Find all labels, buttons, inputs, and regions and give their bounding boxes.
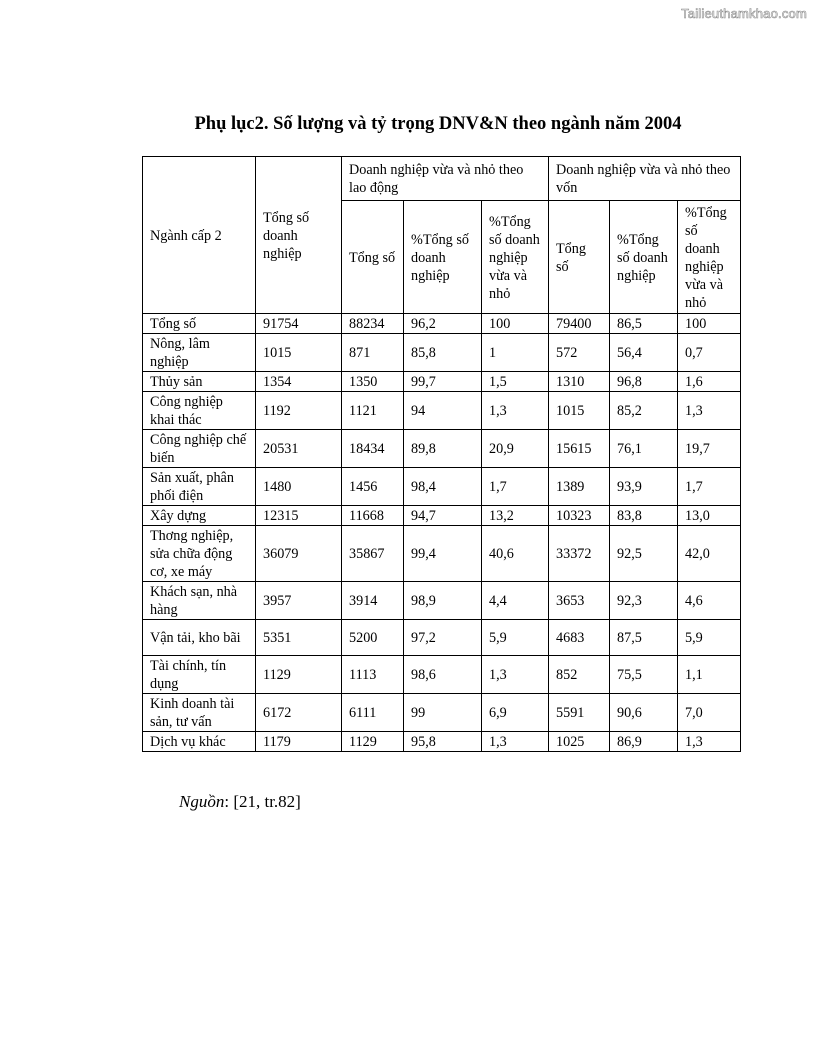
cell-labor-share: 1,5 — [482, 372, 549, 392]
cell-total: 1480 — [256, 468, 342, 506]
cell-sector: Khách sạn, nhà hàng — [143, 582, 256, 620]
cell-sector: Công nghiệp chế biến — [143, 430, 256, 468]
cell-capital-pct: 56,4 — [610, 334, 678, 372]
cell-labor-pct: 99,7 — [404, 372, 482, 392]
cell-sector: Kinh doanh tài sản, tư vấn — [143, 694, 256, 732]
cell-labor-pct: 98,4 — [404, 468, 482, 506]
cell-total: 20531 — [256, 430, 342, 468]
table-row — [143, 334, 741, 372]
cell-sector: Nông, lâm nghiệp — [143, 334, 256, 372]
cell-capital-pct: 87,5 — [610, 620, 678, 656]
cell-labor-share: 1,3 — [482, 656, 549, 694]
cell-labor-share: 13,2 — [482, 506, 549, 526]
cell-capital-share: 1,3 — [678, 392, 741, 430]
cell-labor-pct: 99,4 — [404, 526, 482, 582]
cell-capital-count: 15615 — [549, 430, 610, 468]
cell-capital-share: 0,7 — [678, 334, 741, 372]
cell-capital-count: 1389 — [549, 468, 610, 506]
header-group-capital: Doanh nghiệp vừa và nhỏ theo vốn — [549, 157, 741, 201]
table-row — [143, 582, 741, 620]
source-label: Nguồn — [179, 792, 225, 811]
cell-capital-count: 33372 — [549, 526, 610, 582]
cell-sector: Thủy sản — [143, 372, 256, 392]
source-text: : [21, tr.82] — [224, 792, 301, 811]
cell-labor-share: 1 — [482, 334, 549, 372]
cell-capital-count: 852 — [549, 656, 610, 694]
header-capital-pct-total: %Tổng số doanh nghiệp — [610, 201, 678, 314]
cell-capital-pct: 75,5 — [610, 656, 678, 694]
cell-capital-share: 1,7 — [678, 468, 741, 506]
header-labor-total: Tổng số — [342, 201, 404, 314]
cell-capital-share: 1,1 — [678, 656, 741, 694]
cell-labor-share: 1,3 — [482, 732, 549, 752]
cell-labor-share: 5,9 — [482, 620, 549, 656]
watermark: Tailieuthamkhao.com — [681, 6, 807, 21]
table-row — [143, 620, 741, 656]
cell-sector: Công nghiệp khai thác — [143, 392, 256, 430]
cell-labor-share: 1,3 — [482, 392, 549, 430]
cell-labor-count: 5200 — [342, 620, 404, 656]
cell-labor-count: 6111 — [342, 694, 404, 732]
cell-capital-share: 7,0 — [678, 694, 741, 732]
cell-capital-pct: 92,3 — [610, 582, 678, 620]
cell-total: 12315 — [256, 506, 342, 526]
cell-total: 1354 — [256, 372, 342, 392]
header-labor-pct-total: %Tổng số doanh nghiệp — [404, 201, 482, 314]
cell-labor-pct: 94 — [404, 392, 482, 430]
cell-labor-share: 100 — [482, 314, 549, 334]
cell-capital-pct: 90,6 — [610, 694, 678, 732]
cell-labor-count: 1113 — [342, 656, 404, 694]
cell-labor-share: 20,9 — [482, 430, 549, 468]
cell-labor-share: 40,6 — [482, 526, 549, 582]
cell-capital-pct: 76,1 — [610, 430, 678, 468]
cell-sector: Sản xuất, phân phối điện — [143, 468, 256, 506]
cell-sector: Dịch vụ khác — [143, 732, 256, 752]
cell-labor-count: 1456 — [342, 468, 404, 506]
table-row — [143, 468, 741, 506]
cell-labor-share: 4,4 — [482, 582, 549, 620]
source-note — [179, 792, 301, 812]
cell-labor-pct: 96,2 — [404, 314, 482, 334]
table-row — [143, 430, 741, 468]
cell-capital-pct: 86,9 — [610, 732, 678, 752]
cell-capital-share: 13,0 — [678, 506, 741, 526]
cell-total: 3957 — [256, 582, 342, 620]
header-group-labor: Doanh nghiệp vừa và nhỏ theo lao động — [342, 157, 549, 201]
header-capital-pct-sme: %Tổng số doanh nghiệp vừa và nhỏ — [678, 201, 741, 314]
cell-labor-pct: 95,8 — [404, 732, 482, 752]
cell-capital-share: 100 — [678, 314, 741, 334]
cell-capital-pct: 93,9 — [610, 468, 678, 506]
cell-total: 1179 — [256, 732, 342, 752]
cell-labor-pct: 85,8 — [404, 334, 482, 372]
cell-sector: Tổng số — [143, 314, 256, 334]
cell-labor-pct: 98,6 — [404, 656, 482, 694]
cell-total: 1129 — [256, 656, 342, 694]
table-row — [143, 656, 741, 694]
cell-capital-pct: 92,5 — [610, 526, 678, 582]
cell-labor-pct: 89,8 — [404, 430, 482, 468]
page-title: Phụ lục2. Số lượng và tỷ trọng DNV&N theo ngành năm 2004 — [194, 114, 682, 134]
cell-sector: Thơng nghiệp, sửa chữa động cơ, xe máy — [143, 526, 256, 582]
header-sector: Ngành cấp 2 — [143, 157, 256, 314]
header-total: Tổng số doanh nghiệp — [256, 157, 342, 314]
cell-capital-pct: 96,8 — [610, 372, 678, 392]
cell-labor-share: 6,9 — [482, 694, 549, 732]
cell-capital-share: 5,9 — [678, 620, 741, 656]
table-row — [143, 314, 741, 334]
cell-capital-pct: 85,2 — [610, 392, 678, 430]
cell-labor-count: 3914 — [342, 582, 404, 620]
header-capital-total: Tổng số — [549, 201, 610, 314]
cell-total: 1192 — [256, 392, 342, 430]
cell-labor-count: 1129 — [342, 732, 404, 752]
cell-labor-count: 35867 — [342, 526, 404, 582]
cell-capital-share: 42,0 — [678, 526, 741, 582]
cell-labor-count: 18434 — [342, 430, 404, 468]
cell-labor-pct: 97,2 — [404, 620, 482, 656]
cell-total: 36079 — [256, 526, 342, 582]
sme-table — [142, 156, 741, 752]
header-row-1 — [143, 157, 741, 201]
cell-labor-count: 871 — [342, 334, 404, 372]
cell-labor-count: 1350 — [342, 372, 404, 392]
cell-capital-count: 5591 — [549, 694, 610, 732]
cell-total: 6172 — [256, 694, 342, 732]
cell-labor-count: 88234 — [342, 314, 404, 334]
header-labor-pct-sme: %Tổng số doanh nghiệp vừa và nhỏ — [482, 201, 549, 314]
cell-total: 1015 — [256, 334, 342, 372]
cell-capital-pct: 86,5 — [610, 314, 678, 334]
cell-capital-share: 19,7 — [678, 430, 741, 468]
table-row — [143, 694, 741, 732]
cell-capital-count: 1015 — [549, 392, 610, 430]
cell-capital-count: 1310 — [549, 372, 610, 392]
cell-total: 91754 — [256, 314, 342, 334]
cell-labor-share: 1,7 — [482, 468, 549, 506]
cell-total: 5351 — [256, 620, 342, 656]
cell-capital-count: 79400 — [549, 314, 610, 334]
table-row — [143, 392, 741, 430]
cell-capital-share: 1,6 — [678, 372, 741, 392]
table-row — [143, 372, 741, 392]
cell-labor-count: 1121 — [342, 392, 404, 430]
cell-capital-count: 4683 — [549, 620, 610, 656]
cell-capital-count: 10323 — [549, 506, 610, 526]
cell-sector: Xây dựng — [143, 506, 256, 526]
cell-sector: Tài chính, tín dụng — [143, 656, 256, 694]
table-row — [143, 506, 741, 526]
cell-capital-count: 572 — [549, 334, 610, 372]
cell-capital-count: 3653 — [549, 582, 610, 620]
table-row — [143, 526, 741, 582]
cell-capital-pct: 83,8 — [610, 506, 678, 526]
cell-labor-count: 11668 — [342, 506, 404, 526]
table-row — [143, 732, 741, 752]
cell-sector: Vận tải, kho bãi — [143, 620, 256, 656]
cell-capital-share: 1,3 — [678, 732, 741, 752]
cell-labor-pct: 99 — [404, 694, 482, 732]
cell-capital-count: 1025 — [549, 732, 610, 752]
cell-labor-pct: 98,9 — [404, 582, 482, 620]
cell-labor-pct: 94,7 — [404, 506, 482, 526]
cell-capital-share: 4,6 — [678, 582, 741, 620]
